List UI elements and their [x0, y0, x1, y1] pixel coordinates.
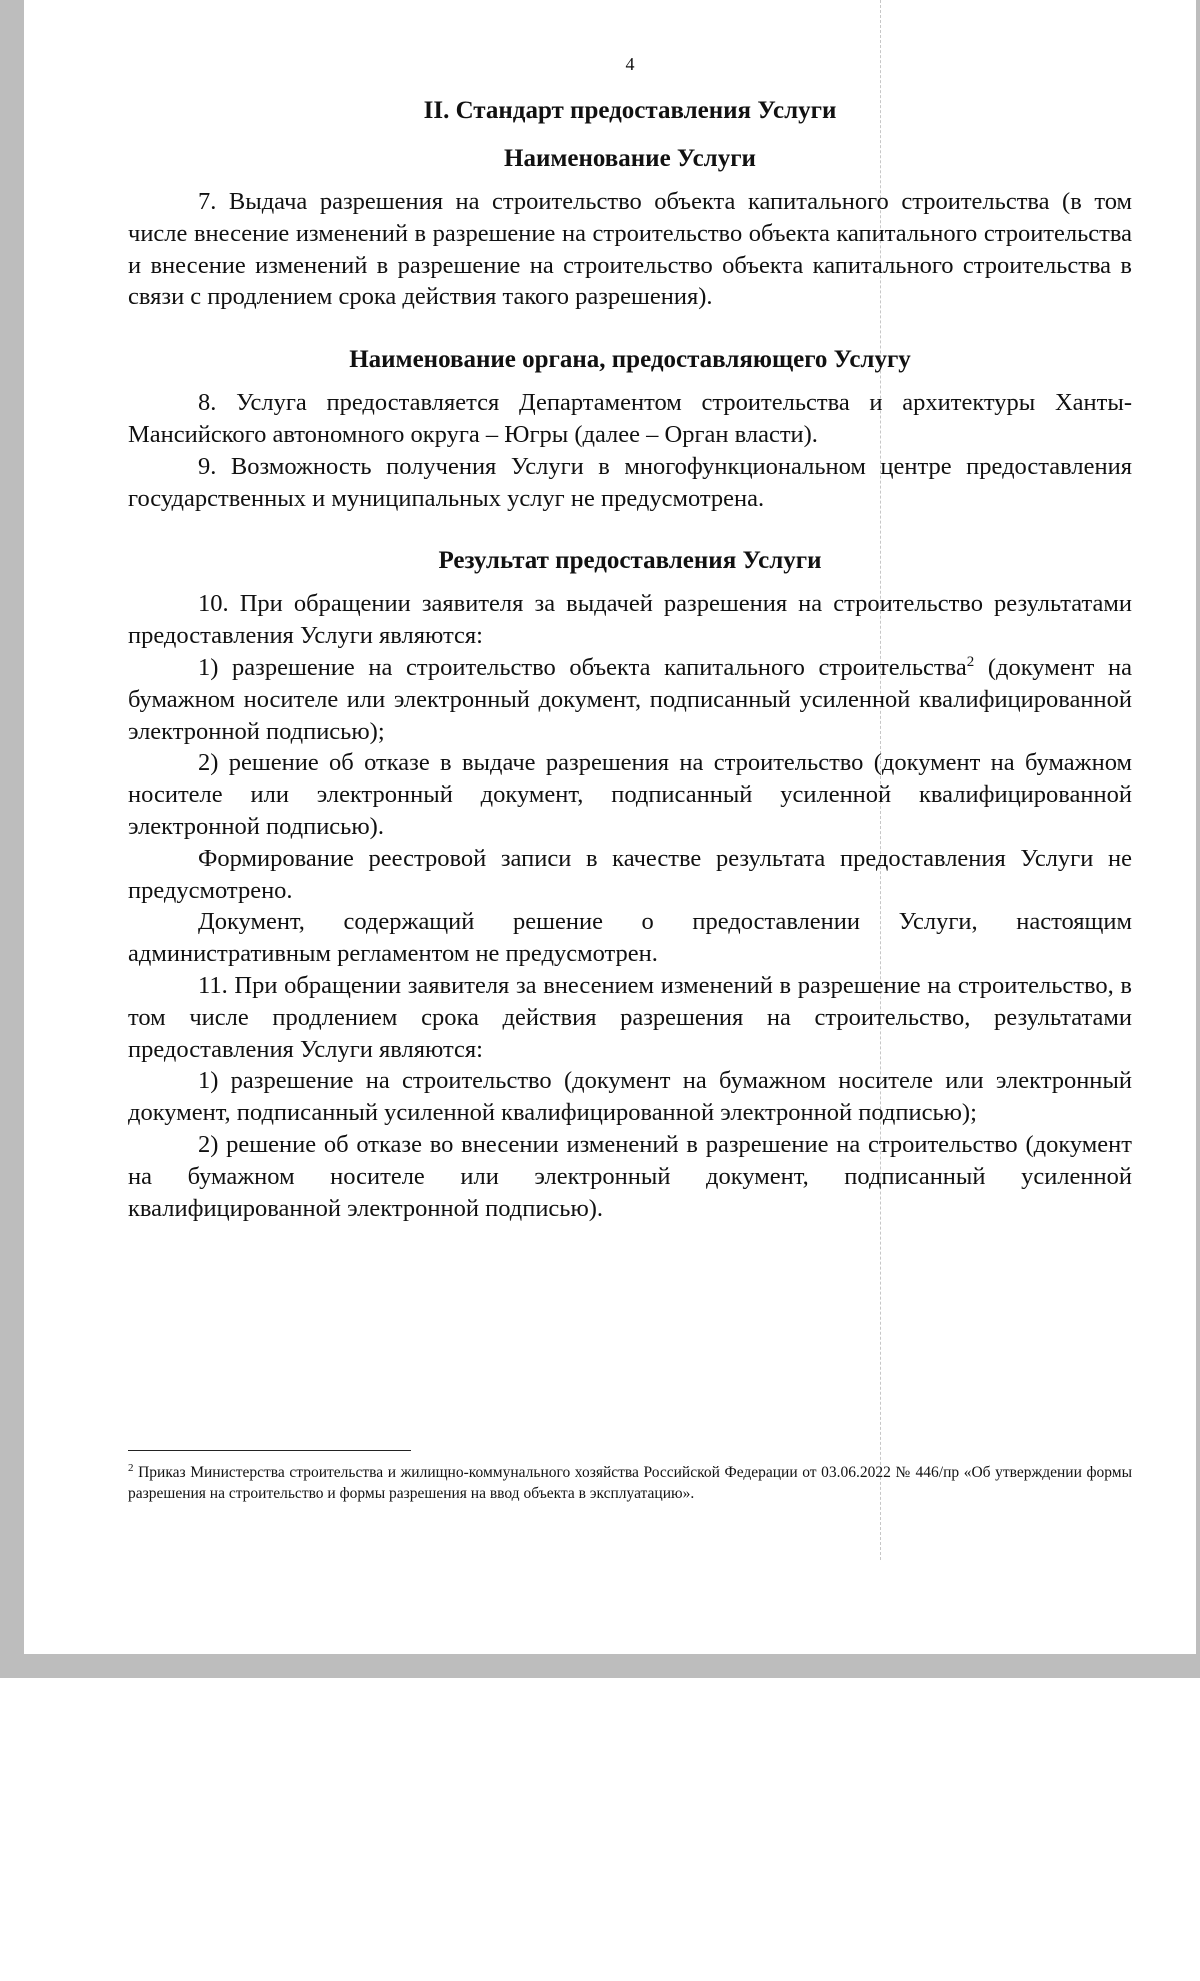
item-1-text: 1) разрешение на строительство объекта капитального строительства	[198, 653, 967, 681]
paragraph-10-item-2: 2) решение об отказе в выдаче разрешения на строительство (документ на бумажном носителе или электронный документ, подписанный усиленной квалифицированной электронной подписью).	[128, 749, 1132, 840]
page-content	[128, 52, 1132, 1224]
footnote-mark: 2	[128, 1461, 134, 1474]
paragraph-11-item-2: 2) решение об отказе во внесении изменений в разрешение на строительство (документ на бумажном носителе или электронный документ, подписанный усиленной квалифицированной электронной подписью).	[128, 1130, 1132, 1222]
section-title: II. Стандарт предоставления Услуги	[423, 97, 837, 124]
heading-service-name: Наименование Услуги	[504, 145, 756, 172]
paragraph-9: 9. Возможность получения Услуги в многофункциональном центре предоставления государственных и муниципальных услуг не предусмотрена.	[128, 452, 1132, 512]
paragraph-11: 11. При обращении заявителя за внесением изменений в разрешение на строительство, в том числе продлением срока действия разрешения на строительство, результатами предоставления Услуги являются:	[128, 971, 1132, 1063]
footnote-separator	[128, 1450, 411, 1451]
paragraph-11-item-1: 1) разрешение на строительство (документ на бумажном носителе или электронный документ, подписанный усиленной квалифицированной электронной подписью);	[128, 1067, 1132, 1127]
paragraph-registry: Формирование реестровой записи в качестве результата предоставления Услуги не предусмотрено.	[128, 844, 1132, 904]
footnote	[128, 1462, 1132, 1504]
page-number: 4	[625, 54, 635, 74]
footnote-ref: 2	[966, 653, 975, 670]
heading-authority-name: Наименование органа, предоставляющего Услугу	[349, 346, 911, 374]
footnote-text: Приказ Министерства строительства и жилищно-коммунального хозяйства Российской Федерации от 03.06.2022 № 446/пр «Об утверждении формы разрешения на строительство и формы разрешения на ввод объекта в эксплуатацию».	[128, 1464, 1132, 1502]
item-1-text-cont: (документ на бумажном носителе или электронный документ, подписанный усиленной квалифицированной электронной подписью);	[128, 653, 1132, 745]
heading-result: Результат предоставления Услуги	[438, 547, 822, 575]
paragraph-10: 10. При обращении заявителя за выдачей разрешения на строительство результатами предоставления Услуги являются:	[128, 590, 1132, 650]
paragraph-document: Документ, содержащий решение о предоставлении Услуги, настоящим административным регламентом не предусмотрен.	[128, 908, 1132, 968]
paragraph-10-item-1	[128, 652, 1132, 747]
paragraph-7: 7. Выдача разрешения на строительство объекта капитального строительства (в том числе внесение изменений в разрешение на строительство объекта капитального строительства и внесение изменений в разрешение на строительство объекта капитального строительства в связи с продлением срока действия такого разрешения).	[128, 188, 1132, 311]
paragraph-8: 8. Услуга предоставляется Департаментом строительства и архитектуры Ханты-Мансийского автономного округа – Югры (далее – Орган власти).	[128, 389, 1132, 448]
